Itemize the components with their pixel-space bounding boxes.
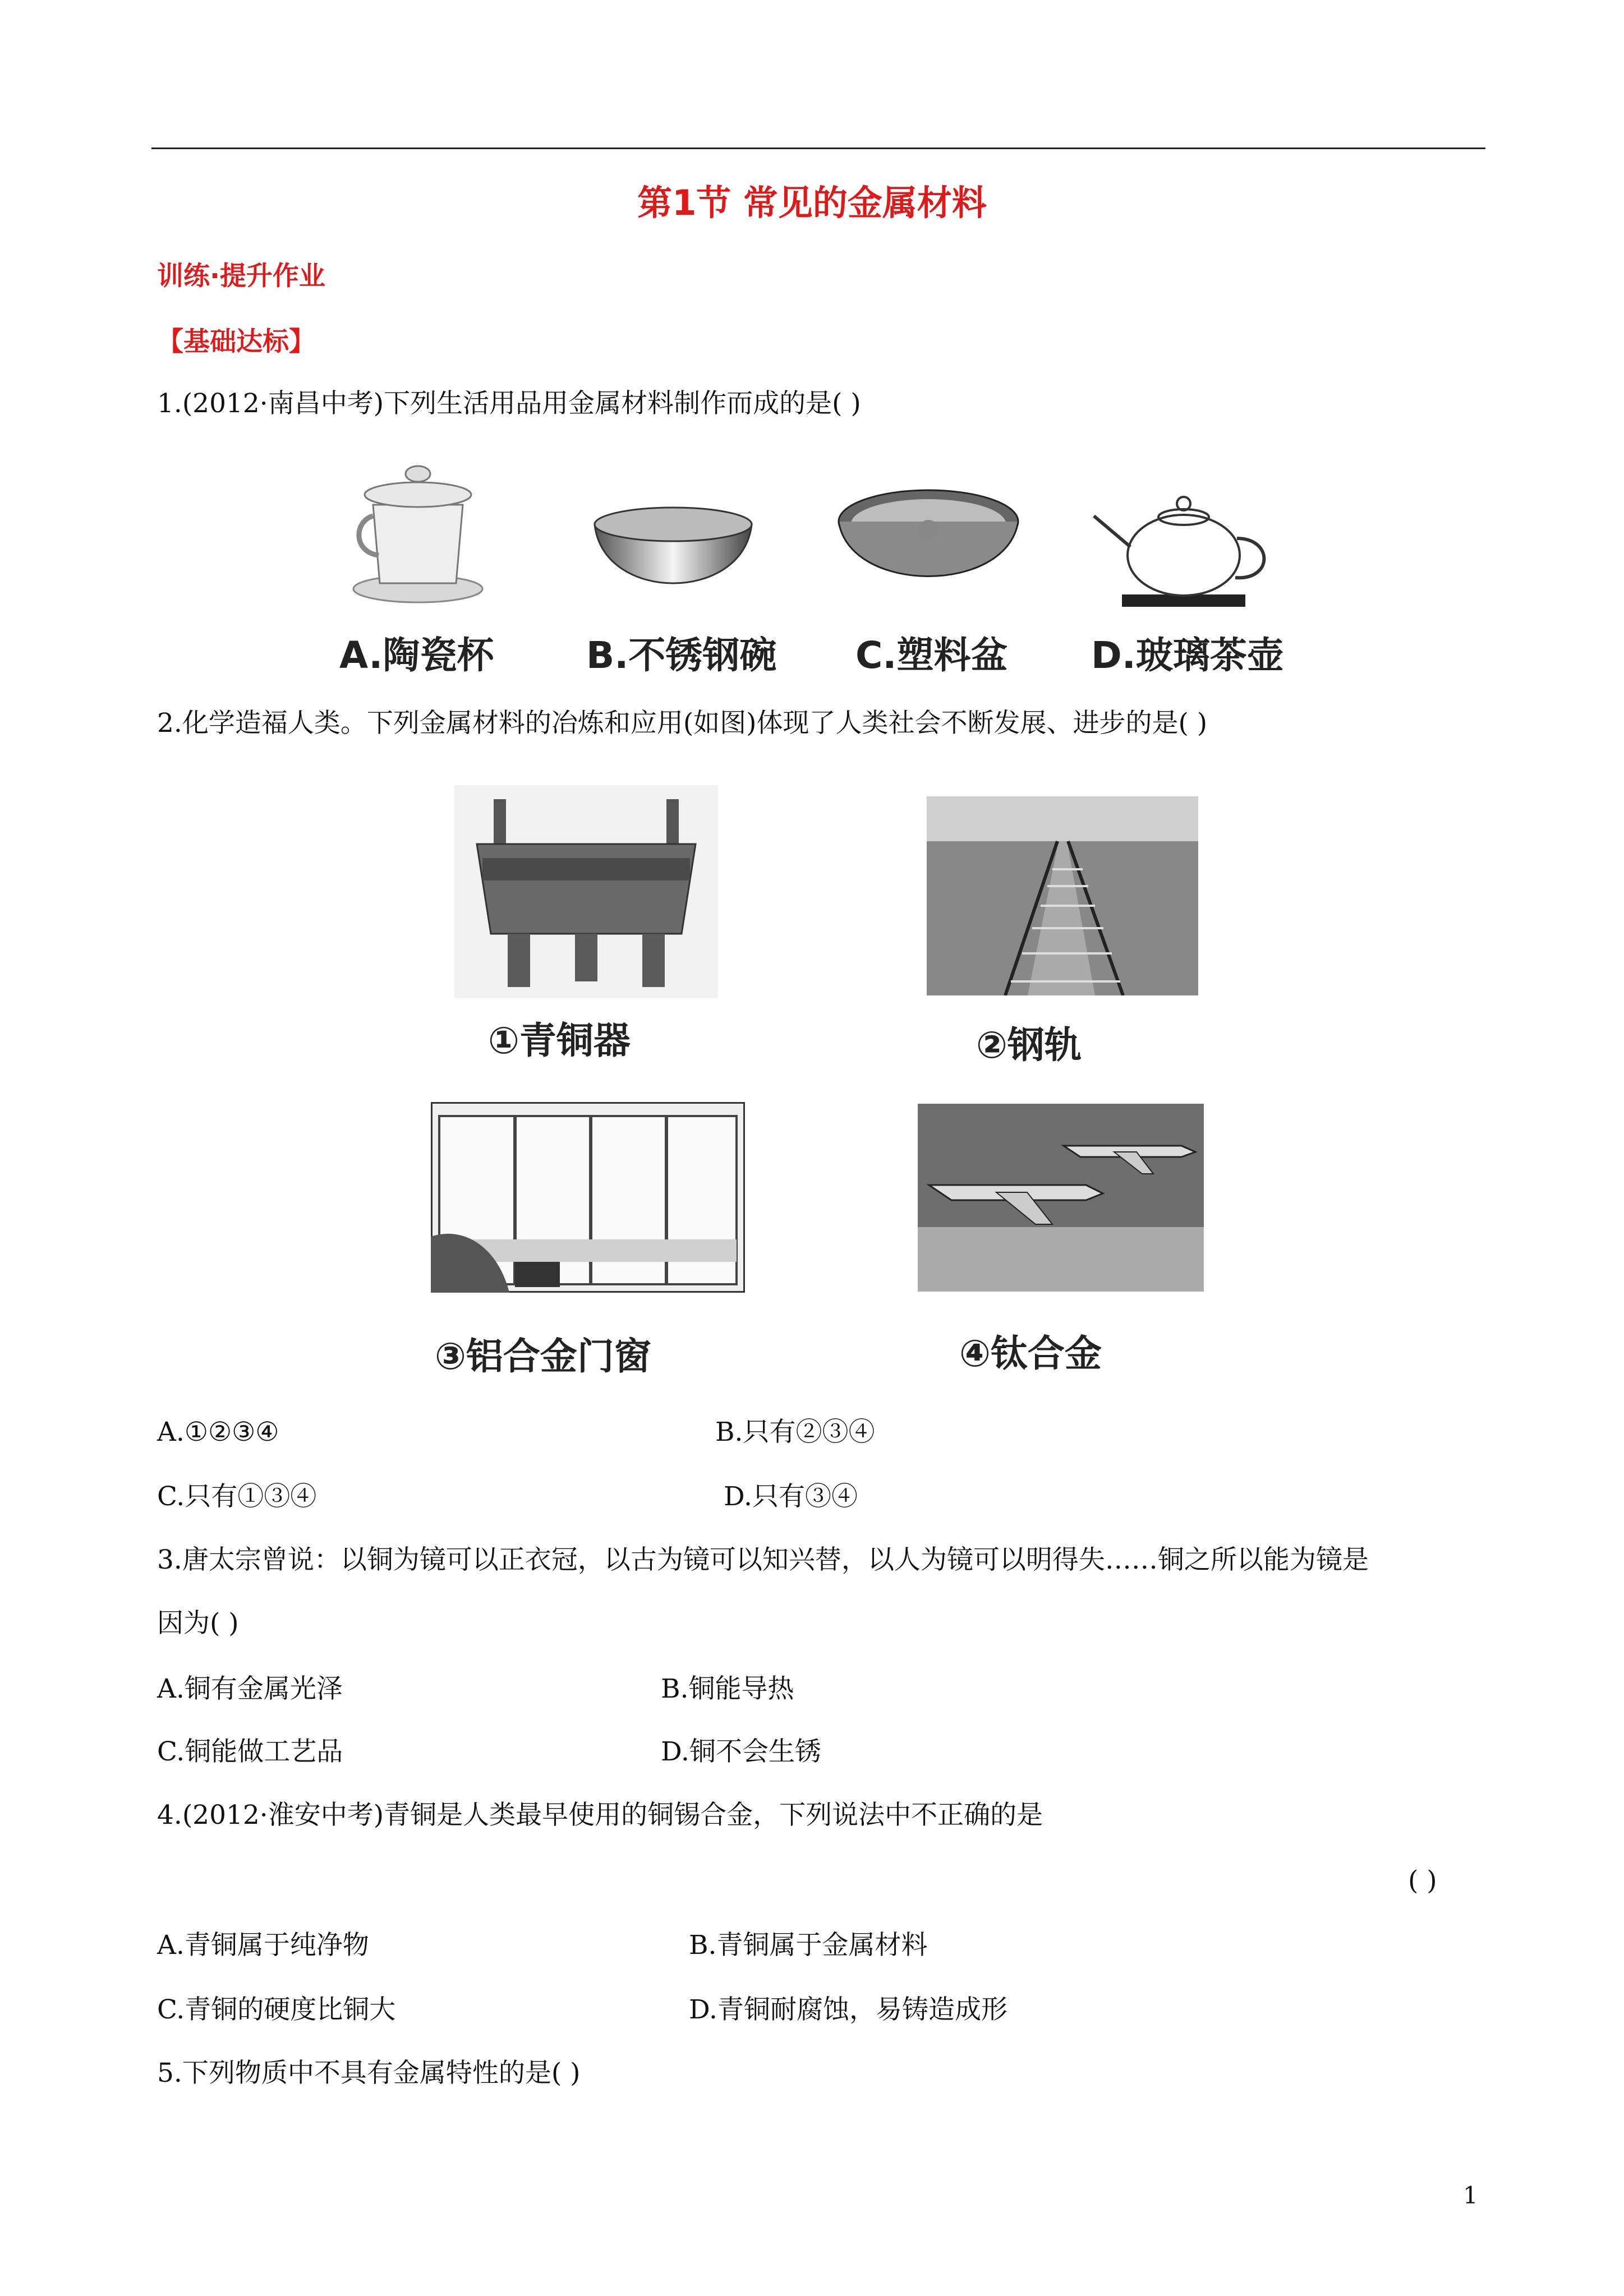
bronze-ware-icon [454, 785, 718, 998]
q2-caption-3: ③铝合金门窗 [435, 1335, 651, 1378]
q1-stem: 1.(2012·南昌中考)下列生活用品用金属材料制作而成的是( ) [157, 388, 861, 419]
section-label: 训练·提升作业 [157, 261, 325, 292]
steel-rail-icon [927, 796, 1198, 995]
q1-option-a: A.陶瓷杯 [339, 634, 494, 677]
q3-option-c: C.铜能做工艺品 [157, 1736, 343, 1767]
q5-stem: 5.下列物质中不具有金属特性的是( ) [157, 2058, 581, 2088]
q1-option-b: B.不锈钢碗 [586, 634, 777, 677]
plastic-basin-icon [836, 488, 1021, 606]
q1-option-d: D.玻璃茶壶 [1091, 634, 1284, 677]
q4-option-d: D.青铜耐腐蚀，易铸造成形 [689, 1994, 1007, 2025]
q3-stem-line2: 因为( ) [157, 1608, 239, 1639]
aluminum-window-icon [431, 1102, 745, 1293]
q2-caption-2: ②钢轨 [976, 1023, 1082, 1067]
glass-teapot-icon [1088, 482, 1290, 608]
q4-option-b: B.青铜属于金属材料 [689, 1930, 928, 1961]
steel-bowl-icon [589, 505, 757, 611]
q3-option-a: A.铜有金属光泽 [157, 1673, 343, 1704]
q4-option-a: A.青铜属于纯净物 [157, 1930, 369, 1961]
q4-stem: 4.(2012·淮安中考)青铜是人类最早使用的铜锡合金，下列说法中不正确的是 [157, 1800, 1043, 1831]
q2-stem: 2.化学造福人类。下列金属材料的冶炼和应用(如图)体现了人类社会不断发展、进步的是( ) [157, 708, 1208, 739]
page-title: 第1节 常见的金属材料 [637, 182, 987, 223]
page-number: 1 [1463, 2182, 1478, 2209]
q2-option-a: A.①②③④ [157, 1417, 279, 1447]
q1-option-c: C.塑料盆 [855, 634, 1008, 677]
q3-stem-line1: 3.唐太宗曾说：以铜为镜可以正衣冠，以古为镜可以知兴替，以人为镜可以明得失……铜之所以能为镜是 [157, 1545, 1369, 1575]
q2-option-b: B.只有②③④ [715, 1417, 875, 1447]
q4-answer-bracket: ( ) [1408, 1865, 1437, 1896]
header-rule [151, 147, 1485, 149]
q3-option-d: D.铜不会生锈 [661, 1736, 821, 1767]
q3-option-b: B.铜能导热 [661, 1673, 794, 1704]
titanium-alloy-jet-icon [918, 1104, 1204, 1292]
q2-caption-1: ①青铜器 [488, 1019, 631, 1062]
q2-option-d: D.只有③④ [724, 1481, 858, 1512]
q2-option-c: C.只有①③④ [157, 1481, 317, 1512]
porcelain-cup-icon [351, 454, 485, 606]
q2-caption-4: ④钛合金 [959, 1332, 1102, 1375]
subsection-label: 【基础达标】 [157, 326, 315, 357]
q4-option-c: C.青铜的硬度比铜大 [157, 1994, 396, 2025]
